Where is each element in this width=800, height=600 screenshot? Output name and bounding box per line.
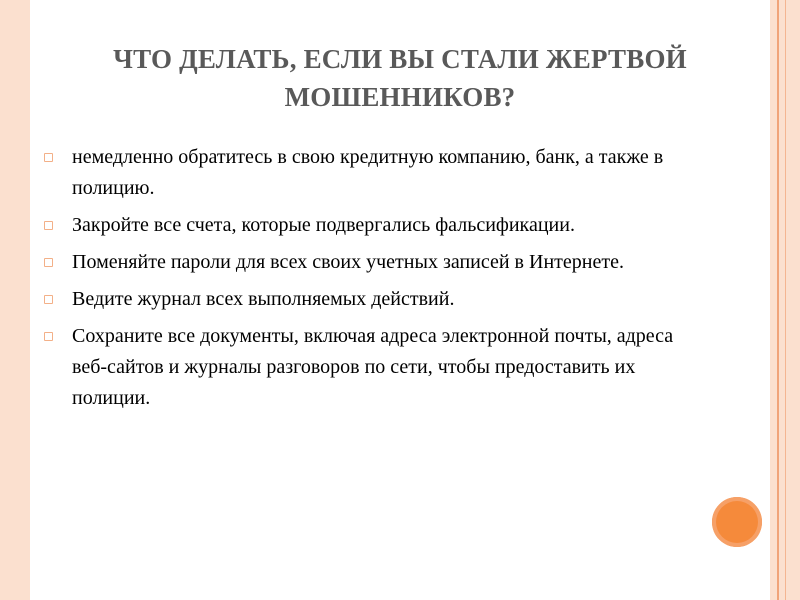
left-frame-band (0, 0, 30, 600)
square-bullet-icon (44, 295, 53, 304)
bullet-item (44, 284, 704, 315)
bullet-item (44, 210, 704, 241)
square-bullet-icon (44, 153, 53, 162)
bullet-item (44, 142, 704, 204)
bullet-text: Сохраните все документы, включая адреса электронной почты, адреса веб-сайтов и журналы разговоров по сети, чтобы предоставить их полиции. (72, 325, 674, 409)
bullet-item (44, 321, 704, 414)
slide-title-line-1: ЧТО ДЕЛАТЬ, ЕСЛИ ВЫ СТАЛИ ЖЕРТВОЙ (113, 44, 687, 74)
right-frame-thin-line (785, 0, 786, 600)
slide-title-line-2: МОШЕННИКОВ? (284, 82, 516, 112)
square-bullet-icon (44, 332, 53, 341)
bullet-text: Ведите журнал всех выполняемых действий. (72, 288, 455, 310)
bullet-text: Закройте все счета, которые подвергались фальсификации. (72, 214, 575, 236)
bullet-text: Поменяйте пароли для всех своих учетных записей в Интернете. (72, 251, 624, 273)
slide-title (60, 40, 740, 116)
bullet-list (44, 142, 704, 420)
right-frame-line (777, 0, 779, 600)
orange-circle-icon (712, 497, 762, 547)
square-bullet-icon (44, 258, 53, 267)
bullet-text: немедленно обратитесь в свою кредитную компанию, банк, а также в полицию. (72, 146, 664, 199)
square-bullet-icon (44, 221, 53, 230)
bullet-item (44, 247, 704, 278)
